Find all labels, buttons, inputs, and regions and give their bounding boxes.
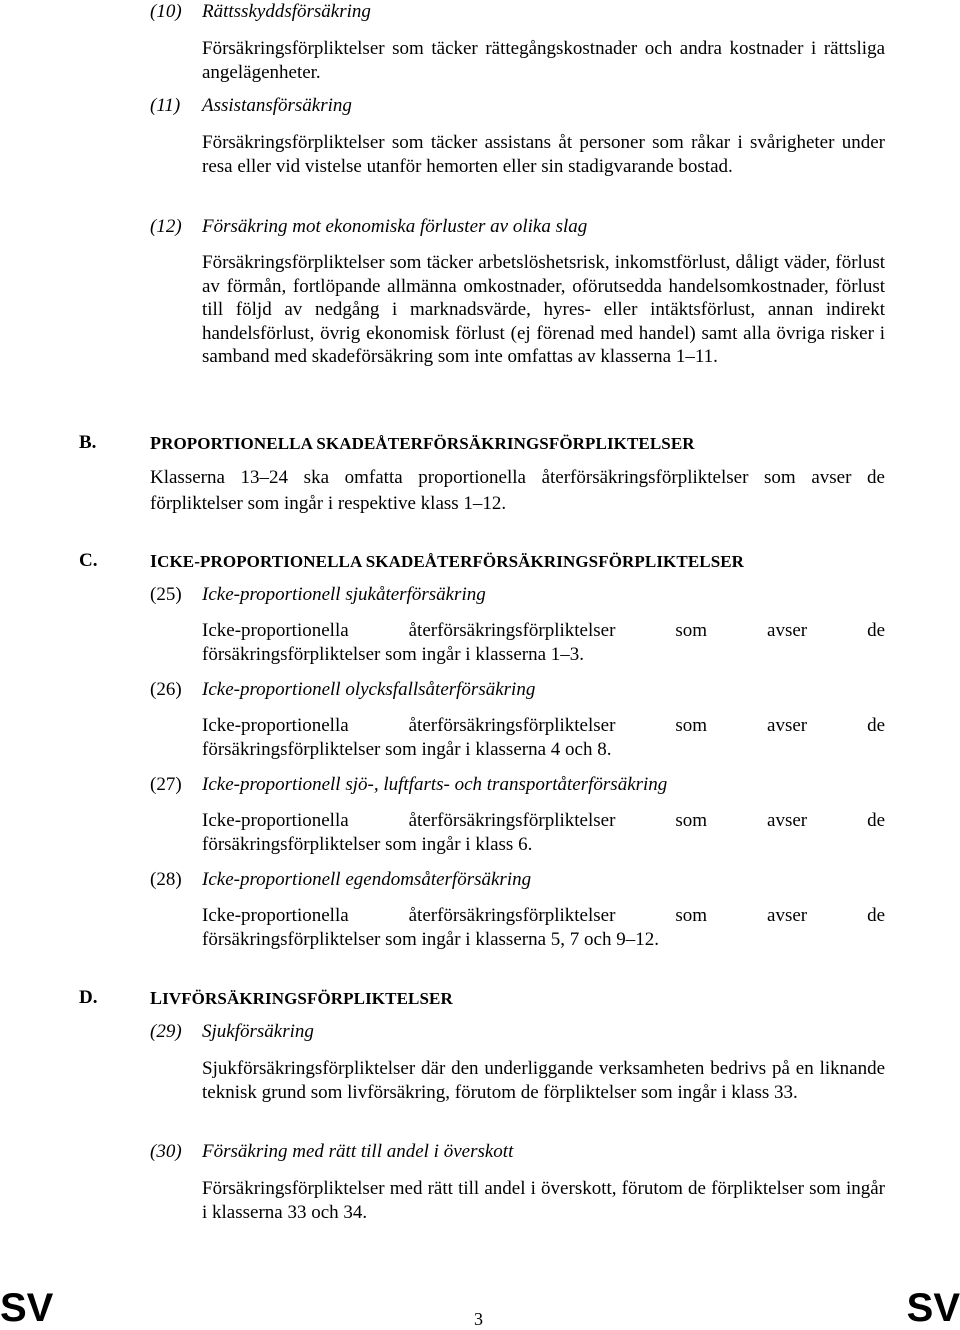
- item-text-line: försäkringsförpliktelser som ingår i klass 6.: [202, 834, 533, 855]
- item-text-line: [202, 715, 885, 737]
- word: som: [675, 810, 708, 831]
- item-text-line: [202, 905, 885, 927]
- word: de: [867, 715, 885, 736]
- section-text: Klasserna 13–24 ska omfatta proportionella återförsäkringsförpliktelser som avser de förpliktelser som ingår i respektive klass 1–12.: [150, 467, 885, 514]
- item-title: Icke-proportionell egendomsåterförsäkring: [202, 869, 532, 890]
- item-text-line: [202, 620, 885, 642]
- item-text: Försäkringsförpliktelser som täcker rättegångskostnader och andra kostnader i rättsliga angelägenheter.: [202, 38, 885, 83]
- word: de: [867, 810, 885, 831]
- item-title: Assistansförsäkring: [202, 95, 352, 116]
- section-title: [150, 433, 695, 454]
- item-text-line: försäkringsförpliktelser som ingår i klasserna 1–3.: [202, 644, 585, 665]
- word: avser: [767, 905, 808, 926]
- word: de: [867, 905, 885, 926]
- item-number: (27): [150, 774, 182, 795]
- item-text-line: försäkringsförpliktelser som ingår i klasserna 4 och 8.: [202, 739, 612, 760]
- section-title: [150, 988, 453, 1009]
- word: Icke-proportionella: [202, 905, 349, 926]
- item-number: (11): [150, 95, 181, 116]
- item-text-line: försäkringsförpliktelser som ingår i klasserna 5, 7 och 9–12.: [202, 929, 659, 950]
- item-title: Icke-proportionell olycksfallsåterförsäkring: [202, 679, 536, 700]
- section-title-initial: I: [150, 551, 158, 571]
- section-letter: C.: [79, 550, 98, 571]
- word: avser: [767, 620, 808, 641]
- item-text: Försäkringsförpliktelser med rätt till andel i överskott, förutom de förpliktelser som ingår i klasserna 33 och 34.: [202, 1178, 885, 1223]
- page-number: 3: [474, 1309, 483, 1329]
- word: Icke-proportionella: [202, 620, 349, 641]
- item-number: (12): [150, 216, 182, 237]
- section-title-initial: L: [150, 988, 163, 1008]
- word: återförsäkringsförpliktelser: [408, 620, 616, 641]
- item-title: Icke-proportionell sjukåterförsäkring: [202, 584, 486, 605]
- item-number: (28): [150, 869, 182, 890]
- word: som: [675, 620, 708, 641]
- item-text: Försäkringsförpliktelser som täcker assistans åt personer som råkar i svårigheter under resa eller vid vistelse utanför hemorten eller sin stadigvarande bostad.: [202, 132, 885, 177]
- word: de: [867, 620, 885, 641]
- word: avser: [767, 715, 808, 736]
- item-text-line: [202, 810, 885, 832]
- word: Icke-proportionella: [202, 715, 349, 736]
- word: som: [675, 715, 708, 736]
- section-title-initial: P: [150, 433, 162, 453]
- word: avser: [767, 810, 808, 831]
- section-title-rest: IVFÖRSÄKRINGSFÖRPLIKTELSER: [162, 989, 453, 1008]
- section-title-rest: CKE-PROPORTIONELLA SKADEÅTERFÖRSÄKRINGSFÖRPLIKTELSER: [157, 552, 745, 571]
- item-number: (25): [150, 584, 182, 605]
- word: återförsäkringsförpliktelser: [408, 905, 616, 926]
- section-title-rest: ROPORTIONELLA SKADEÅTERFÖRSÄKRINGSFÖRPLIKTELSER: [161, 434, 695, 453]
- section-letter: D.: [79, 987, 98, 1008]
- item-title: Rättsskyddsförsäkring: [202, 1, 371, 22]
- item-title: Sjukförsäkring: [202, 1021, 314, 1042]
- item-text: Försäkringsförpliktelser som täcker arbetslöshetsrisk, inkomstförlust, dåligt väder, förlust av förmån, fortlöpande allmänna omkostnader, oförutsedda handelsomkostnader, förlust till följd av nedgång i marknadsvärde, hyres- eller intäktsförlust, annan indirekt handelsförlust, övrig ekonomisk förlust (ej förenad med handel) samt alla övriga risker i samband med skadeförsäkring som inte omfattas av klasserna 1–11.: [202, 252, 885, 367]
- word: Icke-proportionella: [202, 810, 349, 831]
- item-title: Försäkring med rätt till andel i överskott: [202, 1141, 514, 1162]
- item-number: (29): [150, 1021, 182, 1042]
- language-code-right: SV: [906, 1286, 960, 1330]
- item-number: (30): [150, 1141, 182, 1162]
- word: återförsäkringsförpliktelser: [408, 810, 616, 831]
- item-number: (26): [150, 679, 182, 700]
- section-letter: B.: [79, 432, 97, 453]
- item-number: (10): [150, 1, 182, 22]
- word: som: [675, 905, 708, 926]
- language-code-left: SV: [0, 1286, 54, 1330]
- section-title: [150, 551, 744, 572]
- word: återförsäkringsförpliktelser: [408, 715, 616, 736]
- item-title: Icke-proportionell sjö-, luftfarts- och transportåterförsäkring: [202, 774, 668, 795]
- item-title: Försäkring mot ekonomiska förluster av olika slag: [202, 216, 588, 237]
- item-text: Sjukförsäkringsförpliktelser där den underliggande verksamheten bedrivs på en liknande teknisk grund som livförsäkring, förutom de förpliktelser som ingår i klass 33.: [202, 1058, 885, 1103]
